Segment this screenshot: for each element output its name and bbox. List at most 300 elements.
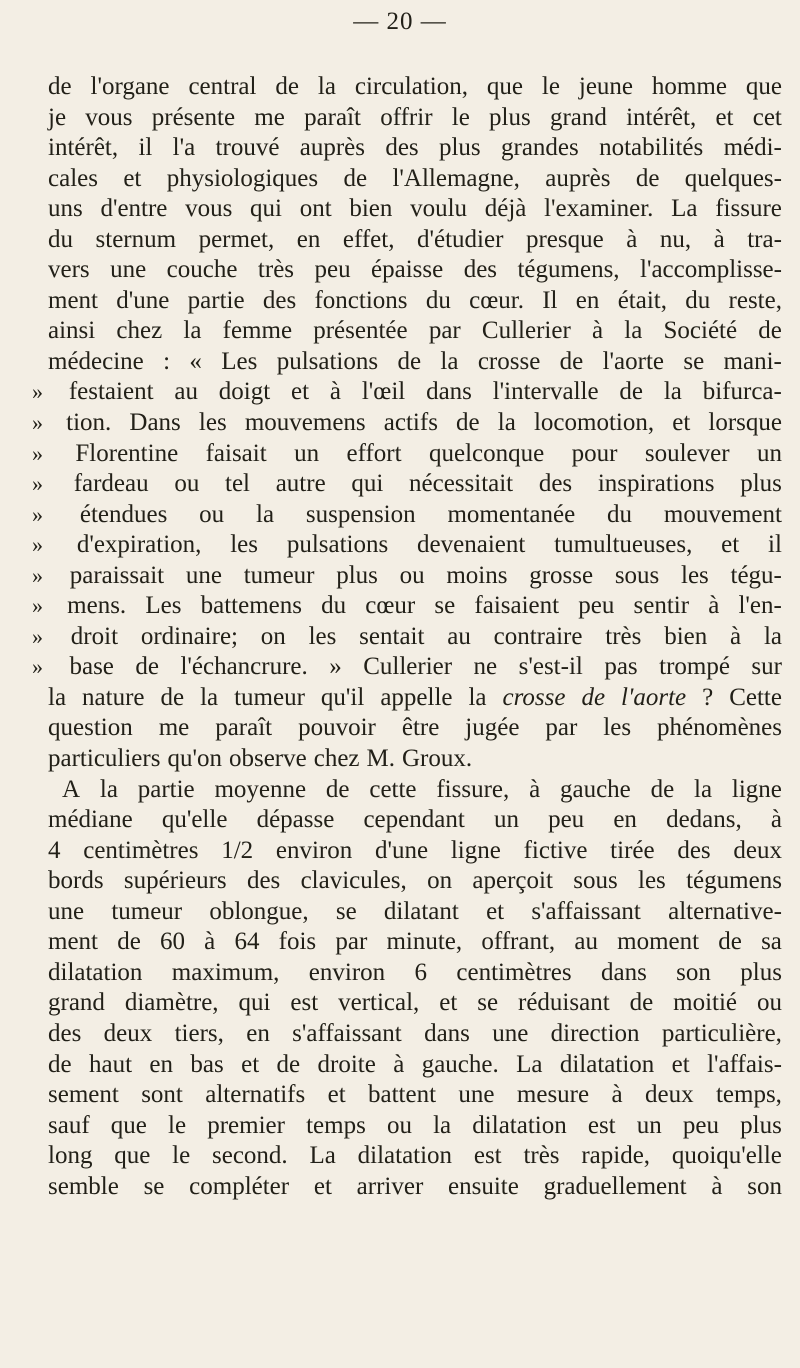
italic-word: de xyxy=(581,683,606,711)
word: dilatation xyxy=(472,1111,567,1139)
word: vous xyxy=(185,195,233,223)
word: Il xyxy=(542,286,558,314)
text-line xyxy=(48,683,782,714)
word: d'une xyxy=(116,286,170,314)
word: clavicules, xyxy=(300,867,407,895)
word: l'échancrure. xyxy=(180,653,308,681)
word: fonctions xyxy=(314,286,408,314)
word: l'Allemagne, xyxy=(392,164,520,192)
word: cependant xyxy=(363,806,465,834)
word: aperçoit xyxy=(472,867,553,895)
word: soulever xyxy=(644,439,730,467)
word: et xyxy=(715,103,734,131)
word: se xyxy=(477,989,499,1017)
word: ne xyxy=(473,653,498,681)
word: gauche. xyxy=(421,1050,499,1078)
word: bien xyxy=(349,195,393,223)
word: partie xyxy=(137,775,195,803)
word: moment xyxy=(617,928,700,956)
word: gauche xyxy=(559,775,631,803)
word: Groux. xyxy=(402,745,473,773)
text-line xyxy=(48,1111,782,1142)
word: graduellement xyxy=(543,1172,687,1200)
word: Les xyxy=(221,347,258,375)
word: temps xyxy=(306,1111,366,1139)
word: la xyxy=(200,683,219,711)
word: les xyxy=(603,714,632,742)
word: que xyxy=(745,73,782,100)
word: de xyxy=(650,775,675,803)
italic-word: l'aorte xyxy=(621,683,687,711)
text-line xyxy=(48,713,782,744)
word: son xyxy=(676,958,711,986)
word: homme xyxy=(651,73,727,100)
word: plus xyxy=(740,1111,782,1139)
word: l'affais- xyxy=(707,1050,782,1078)
word: vous xyxy=(85,103,133,131)
text-line xyxy=(48,72,782,103)
word: sentait xyxy=(359,622,425,650)
word: la xyxy=(440,347,459,375)
word: tel xyxy=(225,470,251,498)
word: la xyxy=(317,73,336,100)
word: tiers, xyxy=(174,1019,224,1047)
text-line xyxy=(48,1019,782,1050)
page-number: — 20 — xyxy=(353,8,447,35)
word: une xyxy=(48,897,85,925)
word: de xyxy=(758,317,782,345)
word: maximum, xyxy=(171,958,280,986)
word: peu xyxy=(682,1111,720,1139)
word: ligne xyxy=(731,775,782,803)
word: paraît xyxy=(215,714,273,742)
word: présente xyxy=(151,103,236,131)
word: je xyxy=(48,103,67,131)
word: deux xyxy=(733,836,782,864)
word: la xyxy=(468,683,487,711)
word: sentir xyxy=(633,592,690,620)
word: de xyxy=(456,409,480,437)
word: très xyxy=(523,1142,560,1170)
word: et xyxy=(671,1050,690,1078)
word: ligne xyxy=(450,836,501,864)
word: ment xyxy=(48,928,98,956)
word: des xyxy=(677,836,711,864)
word: tra- xyxy=(747,225,782,253)
word: on xyxy=(260,622,286,650)
text-line: » étendues ou la suspension momentanée du mouvement xyxy=(48,500,782,531)
word: en xyxy=(246,1019,270,1047)
body-text xyxy=(32,72,782,1202)
word: contraire xyxy=(493,622,583,650)
word: sont xyxy=(141,1081,183,1109)
word: bien xyxy=(664,622,708,650)
text-line xyxy=(48,927,782,958)
italic-word: crosse xyxy=(502,683,566,711)
word: quelques- xyxy=(684,164,782,192)
word: faisaient xyxy=(474,592,560,620)
word: auprès xyxy=(545,164,611,192)
text-line: » mens. Les battemens du cœur se faisaient peu sentir à l'en- xyxy=(48,591,782,622)
word: doigt xyxy=(218,378,271,406)
word: était, xyxy=(617,286,667,314)
word: est xyxy=(587,1111,616,1139)
word: les xyxy=(308,622,337,650)
word: 60 xyxy=(159,928,185,956)
word: phénomènes xyxy=(657,714,782,742)
word: qu'elle xyxy=(161,806,228,834)
word: Cette xyxy=(729,683,782,711)
word: suspension xyxy=(305,500,416,528)
word: trompé xyxy=(659,653,730,681)
text-line xyxy=(48,103,782,134)
word: ou xyxy=(399,561,425,589)
word: 4 xyxy=(48,836,61,864)
word: très xyxy=(257,256,295,284)
word: circulation, xyxy=(354,73,468,100)
word: nu, xyxy=(659,225,692,253)
word: la xyxy=(763,622,782,650)
word: est xyxy=(473,1142,502,1170)
word: physiologiques xyxy=(166,164,319,192)
word: mens. xyxy=(67,592,127,620)
text-line xyxy=(48,133,782,164)
word: les xyxy=(681,561,709,589)
word: et xyxy=(672,409,691,437)
word: un xyxy=(294,439,320,467)
word: la xyxy=(624,317,643,345)
word: des xyxy=(538,470,573,498)
word: droite xyxy=(317,1050,376,1078)
word: peu xyxy=(314,256,351,284)
word: à xyxy=(529,775,541,803)
word: grosse xyxy=(529,561,594,589)
word: de xyxy=(275,73,299,100)
word: à xyxy=(611,1081,623,1109)
word: en xyxy=(613,806,637,834)
word: d'entre xyxy=(100,195,168,223)
word: sa xyxy=(761,928,782,956)
word: réduisant xyxy=(518,989,610,1017)
word: se xyxy=(434,592,456,620)
word: reste, xyxy=(728,286,782,314)
word: de xyxy=(397,347,422,375)
word: quelconque xyxy=(428,439,545,467)
word: sous xyxy=(573,867,618,895)
word: de xyxy=(135,653,159,681)
word: d'expiration, xyxy=(76,531,202,559)
word: offrir xyxy=(380,103,433,131)
text-line xyxy=(48,958,782,989)
word: grandes xyxy=(501,134,579,162)
word: par xyxy=(545,714,578,742)
word: second. xyxy=(212,1142,288,1170)
word: dans xyxy=(600,958,647,986)
text-line xyxy=(48,805,782,836)
text-line xyxy=(48,225,782,256)
word: tumeur xyxy=(234,683,305,711)
text-line xyxy=(48,164,782,195)
word: ont xyxy=(299,195,332,223)
word: pulsations xyxy=(276,347,379,375)
word: battemens xyxy=(200,592,302,620)
word: ou xyxy=(199,500,225,528)
word: la xyxy=(48,683,67,711)
word: de xyxy=(276,1050,301,1078)
text-line xyxy=(48,1050,782,1081)
word: pouvoir xyxy=(298,714,376,742)
word: épaisse xyxy=(371,256,444,284)
word: chez xyxy=(116,317,163,345)
text-line xyxy=(48,316,782,347)
text-line: » tion. Dans les mouvemens actifs de la locomotion, et lorsque xyxy=(48,408,782,439)
word: battent xyxy=(368,1081,437,1109)
word: l'a xyxy=(172,134,196,162)
word: environ xyxy=(308,958,386,986)
word: de xyxy=(343,164,368,192)
word: se xyxy=(143,1172,165,1200)
word: un xyxy=(756,439,782,467)
word: deux xyxy=(103,1019,153,1047)
word: des xyxy=(385,134,419,162)
word: diamètre, xyxy=(124,989,219,1017)
word: du xyxy=(48,225,73,253)
word: l'accomplisse- xyxy=(640,256,782,284)
word: grand xyxy=(549,103,607,131)
word: l'examiner. xyxy=(544,195,654,223)
word: Cullerier xyxy=(363,653,453,681)
word: ment xyxy=(48,286,98,314)
word: deux xyxy=(644,1081,694,1109)
text-line xyxy=(48,744,782,775)
word: d'une xyxy=(375,836,429,864)
word: peu xyxy=(578,592,615,620)
word: une xyxy=(458,1081,495,1109)
word: à xyxy=(626,225,638,253)
word: que xyxy=(114,1142,151,1170)
text-line xyxy=(48,255,782,286)
word: Florentine xyxy=(75,439,179,467)
word: plus xyxy=(438,134,481,162)
word: le xyxy=(172,1142,191,1170)
word: tirée xyxy=(610,836,655,864)
word: crosse xyxy=(477,347,541,375)
word: en xyxy=(575,286,600,314)
word: son xyxy=(747,1172,782,1200)
word: l'aorte xyxy=(602,347,665,375)
word: déjà xyxy=(484,195,527,223)
word: rapide, xyxy=(581,1142,651,1170)
word: uns xyxy=(48,195,83,223)
word: base xyxy=(69,653,114,681)
word: au xyxy=(574,928,598,956)
word: de xyxy=(160,683,185,711)
word: inspirations xyxy=(597,470,715,498)
word: à xyxy=(730,622,742,650)
word: de xyxy=(619,378,644,406)
word: médi- xyxy=(723,134,782,162)
word: est xyxy=(290,989,319,1017)
word: l'intervalle xyxy=(492,378,599,406)
word: 64 xyxy=(234,928,260,956)
word: sternum xyxy=(95,225,177,253)
word: pas xyxy=(604,653,638,681)
text-line xyxy=(48,286,782,317)
word: momentanée xyxy=(447,500,576,528)
word: La xyxy=(671,195,698,223)
word: faisait xyxy=(205,439,267,467)
word: haut xyxy=(88,1050,133,1078)
text-line: » base de l'échancrure. » Cullerier ne s'est-il pas trompé sur xyxy=(48,652,782,683)
word: A xyxy=(62,775,81,803)
word: la xyxy=(663,378,682,406)
word: Cullerier xyxy=(481,317,571,345)
word: question xyxy=(48,714,133,742)
word: moins xyxy=(446,561,508,589)
text-line xyxy=(48,1080,782,1111)
word: médiane xyxy=(48,806,133,834)
word: médecine xyxy=(48,347,144,375)
word: dilatation xyxy=(48,958,143,986)
word: au xyxy=(174,378,198,406)
word: M. xyxy=(366,745,395,773)
word: les xyxy=(230,531,259,559)
word: à xyxy=(770,806,782,834)
word: se xyxy=(683,347,705,375)
word: la xyxy=(694,775,713,803)
word: de xyxy=(635,164,660,192)
word: le xyxy=(541,73,560,100)
word: Société xyxy=(663,317,738,345)
word: par xyxy=(428,317,461,345)
word: festaient xyxy=(68,378,154,406)
word: bas xyxy=(190,1050,224,1078)
word: devenaient xyxy=(417,531,526,559)
word: moyenne xyxy=(214,775,307,803)
word: observe xyxy=(228,745,307,773)
text-line: » festaient au doigt et à l'œil dans l'intervalle de la bifurca- xyxy=(48,377,782,408)
word: bifurca- xyxy=(702,378,782,406)
word: lorsque xyxy=(708,409,782,437)
word: et xyxy=(291,378,310,406)
word: jeune xyxy=(578,73,634,100)
word: du xyxy=(685,286,711,314)
word: de xyxy=(117,928,141,956)
text-line: » droit ordinaire; on les sentait au contraire très bien à la xyxy=(48,622,782,653)
word: particulière, xyxy=(661,1019,782,1047)
word: effort xyxy=(346,439,402,467)
word: que xyxy=(486,73,524,100)
word: de xyxy=(629,989,654,1017)
word: » xyxy=(329,653,342,681)
word: au xyxy=(447,622,471,650)
word: sous xyxy=(614,561,660,589)
word: se xyxy=(335,897,357,925)
word: les xyxy=(638,867,666,895)
word: femme xyxy=(222,317,293,345)
word: être xyxy=(401,714,440,742)
word: mouvement xyxy=(663,500,782,528)
word: on xyxy=(427,867,453,895)
word: presque xyxy=(525,225,604,253)
word: du xyxy=(425,286,451,314)
word: nature xyxy=(82,683,145,711)
text-line xyxy=(48,897,782,928)
word: alternatifs xyxy=(205,1081,306,1109)
word: les xyxy=(198,409,227,437)
word: des xyxy=(463,256,498,284)
word: qui xyxy=(351,470,384,498)
word: « xyxy=(189,347,202,375)
word: intérêt, xyxy=(48,134,119,162)
word: peu xyxy=(548,806,585,834)
word: le xyxy=(451,103,470,131)
word: à xyxy=(204,928,216,956)
word: des xyxy=(48,1019,82,1047)
text-line xyxy=(48,775,782,806)
word: quoiqu'elle xyxy=(671,1142,782,1170)
word: centimètres xyxy=(83,836,199,864)
word: et xyxy=(241,1050,260,1078)
text-line: » d'expiration, les pulsations devenaient tumultueuses, et il xyxy=(48,530,782,561)
text-line: » paraissait une tumeur plus ou moins grosse sous les tégu- xyxy=(48,561,782,592)
word: il xyxy=(768,531,782,559)
word: et xyxy=(313,1172,332,1200)
word: environ xyxy=(275,836,353,864)
word: plus xyxy=(740,958,782,986)
word: sur xyxy=(751,653,782,681)
word: une xyxy=(110,256,147,284)
word: central xyxy=(188,73,257,100)
word: fissure xyxy=(715,195,782,223)
word: Les xyxy=(145,592,182,620)
word: direction xyxy=(550,1019,640,1047)
word: fissure, xyxy=(436,775,510,803)
word: de xyxy=(559,347,584,375)
word: La xyxy=(309,1142,336,1170)
word: partie xyxy=(187,286,245,314)
word: pour xyxy=(571,439,618,467)
word: tumeur xyxy=(243,561,315,589)
word: le xyxy=(168,1111,187,1139)
text-line xyxy=(48,347,782,378)
word: ou xyxy=(174,470,200,498)
word: et xyxy=(721,531,740,559)
word: tégu- xyxy=(730,561,782,589)
word: ou xyxy=(756,989,782,1017)
word: à xyxy=(711,1172,723,1200)
word: sement xyxy=(48,1081,119,1109)
word: dans xyxy=(426,378,472,406)
text-line xyxy=(48,1141,782,1172)
word: me xyxy=(158,714,190,742)
word: Dans xyxy=(129,409,181,437)
text-line xyxy=(48,194,782,225)
word: moitié xyxy=(673,989,738,1017)
word: par xyxy=(335,928,368,956)
word: ensuite xyxy=(448,1172,519,1200)
word: mesure xyxy=(516,1081,590,1109)
word: l'en- xyxy=(738,592,782,620)
word: permet, xyxy=(198,225,275,253)
word: la xyxy=(433,1111,452,1139)
word: des xyxy=(262,286,297,314)
word: fardeau xyxy=(73,470,149,498)
word: premier xyxy=(207,1111,285,1139)
word: cœur. xyxy=(469,286,524,314)
word: droit xyxy=(70,622,119,650)
word: qu'il xyxy=(320,683,365,711)
